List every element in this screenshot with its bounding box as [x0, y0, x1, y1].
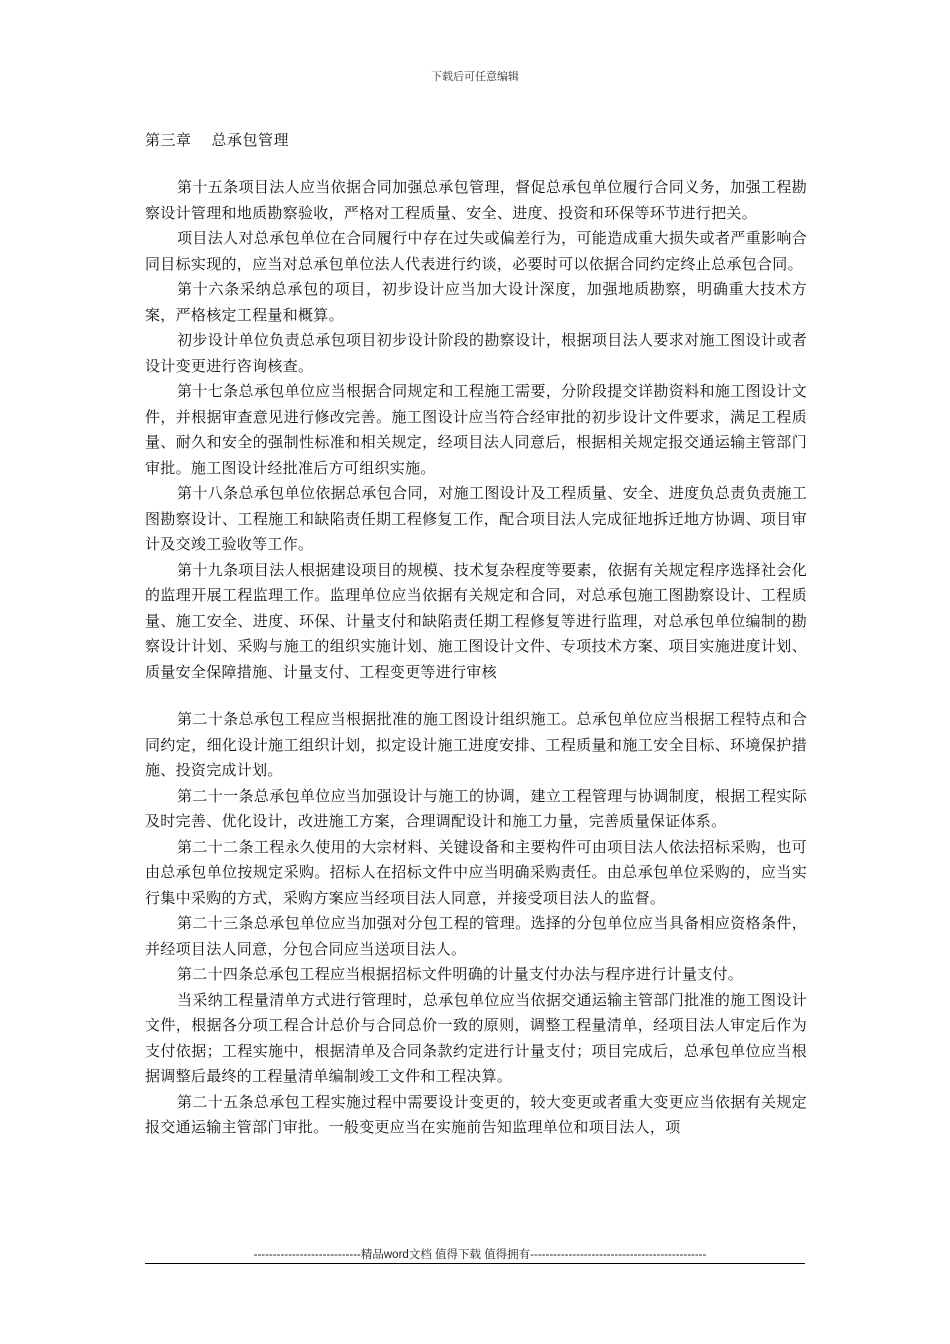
paragraph: 第十六条采纳总承包的项目，初步设计应当加大设计深度，加强地质勘察，明确重大技术方案，严格核定工程量和概算。: [145, 280, 807, 324]
paragraph: 第十九条项目法人根据建设项目的规模、技术复杂程度等要素，依据有关规定程序选择社会化的监理开展工程监理工作。监理单位应当依据有关规定和合同，对总承包施工图勘察设计、工程质量、施工安全、进度、环保、计量支付和缺陷责任期工程修复等进行监理，对总承包单位编制的勘察设计计划、采购与施工的组织实施计划、施工图设计文件、专项技术方案、项目实施进度计划、质量安全保障措施、计量支付、工程变更等进行审核: [145, 560, 807, 681]
paragraph: 第十五条项目法人应当依据合同加强总承包管理，督促总承包单位履行合同义务，加强工程勘察设计管理和地质勘察验收，严格对工程质量、安全、进度、投资和环保等环节进行把关。: [145, 178, 807, 222]
paragraph: 项目法人对总承包单位在合同履行中存在过失或偏差行为，可能造成重大损失或者严重影响合同目标实现的，应当对总承包单位法人代表进行约谈，必要时可以依据合同约定终止总承包合同。: [145, 229, 807, 273]
paragraph: 当采纳工程量清单方式进行管理时，总承包单位应当依据交通运输主管部门批准的施工图设计文件，根据各分项工程合计总价与合同总价一致的原则，调整工程量清单，经项目法人审定后作为支付依据；工程实施中，根据清单及合同条款约定进行计量支付；项目完成后，总承包单位应当根据调整后最终的工程量清单编制竣工文件和工程决算。: [145, 990, 807, 1085]
chapter-number: 第三章: [145, 131, 192, 149]
paragraph: 第二十二条工程永久使用的大宗材料、关键设备和主要构件可由项目法人依法招标采购，也可由总承包单位按规定采购。招标人在招标文件中应当明确采购责任。由总承包单位采购的，应当实行集中采购的方式，采购方案应当经项目法人同意，并接受项目法人的监督。: [145, 837, 807, 907]
page-header: 下载后可任意编辑: [431, 70, 519, 83]
paragraph: 第十七条总承包单位应当根据合同规定和工程施工需要，分阶段提交详勘资料和施工图设计文件，并根据审查意见进行修改完善。施工图设计应当符合经审批的初步设计文件要求，满足工程质量、耐久和安全的强制性标准和相关规定，经项目法人同意后，根据相关规定报交通运输主管部门审批。施工图设计经批准后方可组织实施。: [145, 382, 807, 477]
paragraph: 第二十四条总承包工程应当根据招标文件明确的计量支付办法与程序进行计量支付。: [177, 965, 744, 983]
paragraph: 第二十条总承包工程应当根据批准的施工图设计组织施工。总承包单位应当根据工程特点和合同约定，细化设计施工组织计划，拟定设计施工进度安排、工程质量和施工安全目标、环境保护措施、投资完成计划。: [145, 710, 807, 779]
footer-rule: [145, 1263, 805, 1264]
paragraph: 第二十三条总承包单位应当加强对分包工程的管理。选择的分包单位应当具备相应资格条件，并经项目法人同意，分包合同应当送项目法人。: [145, 914, 807, 958]
paragraph: 第二十五条总承包工程实施过程中需要设计变更的，较大变更或者重大变更应当依据有关规定报交通运输主管部门审批。一般变更应当在实施前告知监理单位和项目法人，项: [145, 1092, 807, 1136]
paragraph: 第二十一条总承包单位应当加强设计与施工的协调，建立工程管理与协调制度，根据工程实际及时完善、优化设计，改进施工方案，合理调配设计和施工力量，完善质量保证体系。: [145, 786, 807, 830]
paragraph-spacer: [145, 685, 807, 707]
chapter-heading: [145, 129, 289, 150]
chapter-title: 总承包管理: [211, 131, 290, 149]
paragraph: 初步设计单位负责总承包项目初步设计阶段的勘察设计，根据项目法人要求对施工图设计或者设计变更进行咨询核查。: [145, 331, 807, 375]
paragraph: 第十八条总承包单位依据总承包合同，对施工图设计及工程质量、安全、进度负总责负责施工图勘察设计、工程施工和缺陷责任期工程修复工作，配合项目法人完成征地拆迁地方协调、项目审计及交竣工验收等工作。: [145, 484, 807, 553]
page-footer: ----------------------------精品word文档 值得下载 值得拥有----------------------------------------------: [253, 1249, 707, 1261]
document-body: [145, 175, 807, 1141]
